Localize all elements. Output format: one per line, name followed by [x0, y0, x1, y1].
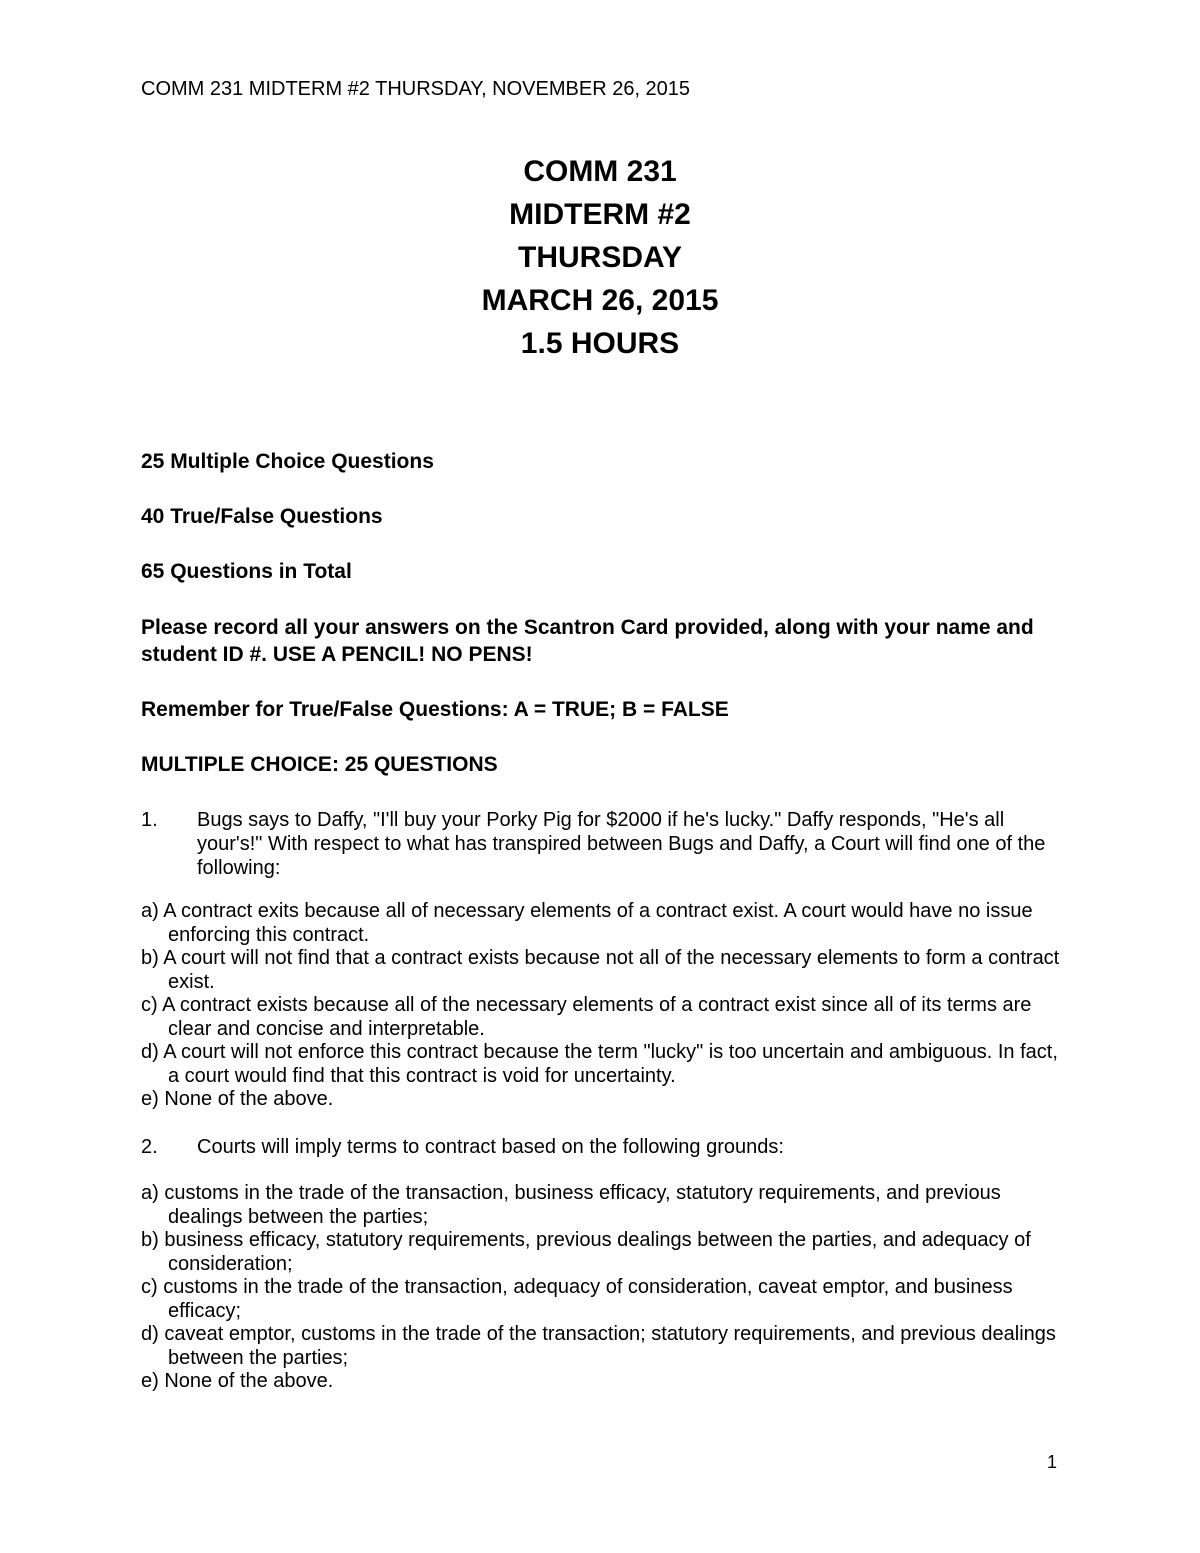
total-count: 65 Questions in Total [141, 560, 352, 583]
option-d: d) caveat emptor, customs in the trade of the transaction; statutory requirements, and previous dealings between the parties; [141, 1323, 1056, 1369]
question-2 [141, 1135, 1061, 1159]
option-a: a) A contract exits because all of necessary elements of a contract exist. A court would have no issue enforcing this contract. [141, 900, 1033, 946]
title-date: MARCH 26, 2015 [481, 284, 719, 317]
question-text: Courts will imply terms to contract based on the following grounds: [197, 1136, 784, 1158]
option-d: d) A court will not enforce this contract because the term "lucky" is too uncertain and ambiguous. In fact, a court would find that this contract is void for uncertainty. [141, 1041, 1058, 1087]
page-number: 1 [1047, 1452, 1058, 1472]
section-heading: MULTIPLE CHOICE: 25 QUESTIONS [141, 753, 498, 776]
option-c: c) customs in the trade of the transaction, adequacy of consideration, caveat emptor, and business efficacy; [141, 1276, 1013, 1322]
question-1-options [141, 900, 1066, 1112]
option-a: a) customs in the trade of the transaction, business efficacy, statutory requirements, and previous dealings between the parties; [141, 1182, 1001, 1228]
running-header: COMM 231 MIDTERM #2 THURSDAY, NOVEMBER 26, 2015 [141, 78, 691, 100]
title-duration: 1.5 HOURS [520, 327, 680, 360]
question-1 [141, 808, 1061, 880]
title-exam: MIDTERM #2 [509, 198, 691, 231]
question-number: 1. [141, 809, 158, 831]
option-e: e) None of the above. [141, 1088, 334, 1110]
option-b: b) A court will not find that a contract exists because not all of the necessary elements to form a contract exist. [141, 947, 1060, 993]
instructions: Please record all your answers on the Scantron Card provided, along with your name and student ID #. USE A PENCIL! NO PENS! [141, 616, 1034, 666]
question-2-options [141, 1182, 1066, 1394]
title-day: THURSDAY [518, 241, 682, 274]
tf-reminder: Remember for True/False Questions: A = TRUE; B = FALSE [141, 698, 729, 721]
option-c: c) A contract exists because all of the necessary elements of a contract exist since all of its terms are clear and concise and interpretable. [141, 994, 1032, 1040]
title-course: COMM 231 [523, 155, 677, 188]
question-text: Bugs says to Daffy, "I'll buy your Porky Pig for $2000 if he's lucky." Daffy responds, "He's all your's!" With respect to what has transpired between Bugs and Daffy, a Court will find one of the following: [197, 809, 1046, 879]
option-b: b) business efficacy, statutory requirements, previous dealings between the parties, and adequacy of consideration; [141, 1229, 1031, 1275]
mc-count: 25 Multiple Choice Questions [141, 450, 434, 473]
exam-title-block [0, 150, 1200, 365]
question-number: 2. [141, 1136, 158, 1158]
tf-count: 40 True/False Questions [141, 505, 383, 528]
option-e: e) None of the above. [141, 1370, 334, 1392]
